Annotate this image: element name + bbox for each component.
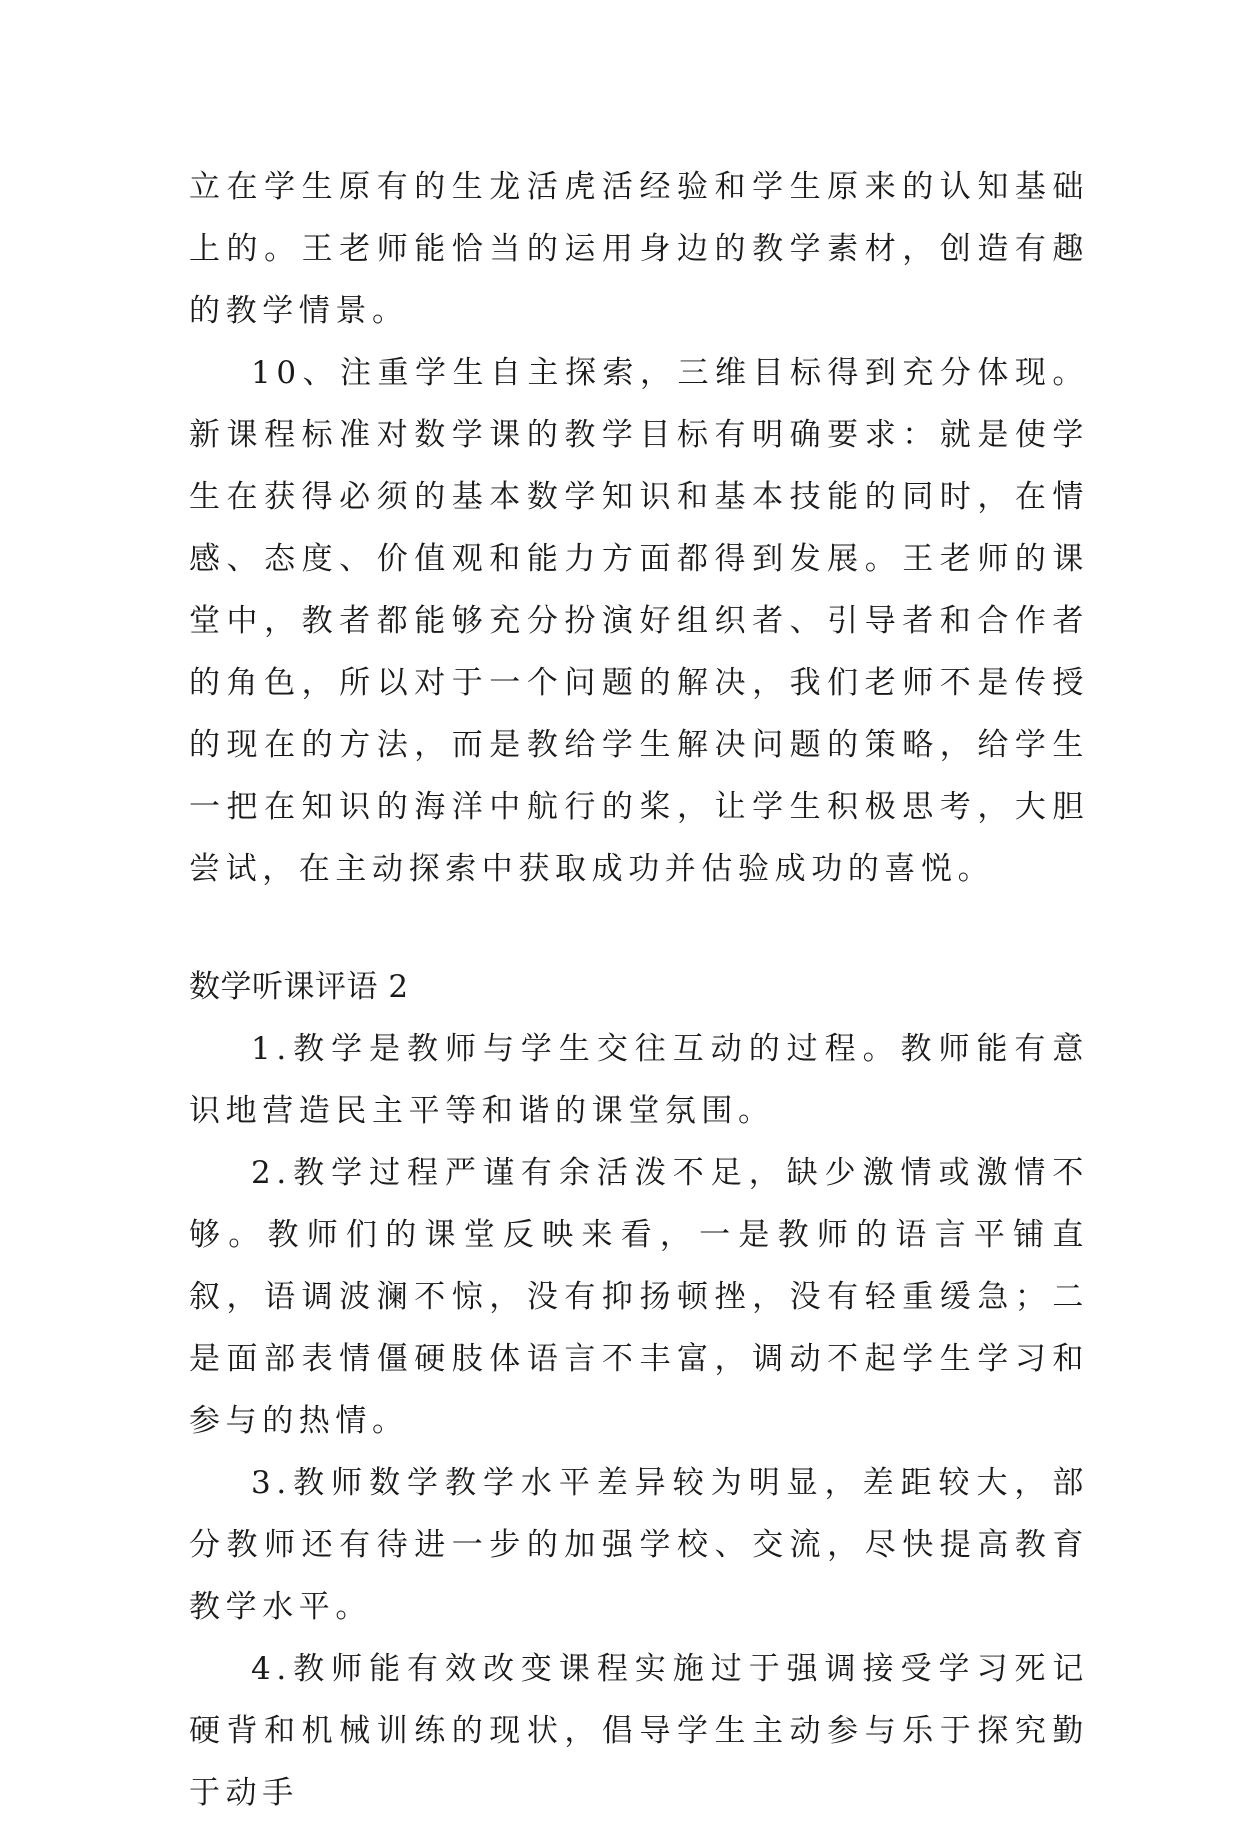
paragraph-item-4: 4.教师能有效改变课程实施过于强调接受学习死记硬背和机械训练的现状，倡导学生主动参与乐于探究勤于动手	[189, 1651, 1089, 1811]
paragraph-item-3: 3.教师数学教学水平差异较为明显，差距较大，部分教师还有待进一步的加强学校、交流，尽快提高教育教学水平。	[189, 1465, 1089, 1625]
paragraph-item-10: 10、注重学生自主探索，三维目标得到充分体现。新课程标准对数学课的教学目标有明确要求：就是使学生在获得必须的基本数学知识和基本技能的同时，在情感、态度、价值观和能力方面都得到发展。王老师的课堂中，教者都能够充分扮演好组织者、引导者和合作者的角色，所以对于一个问题的解决，我们老师不是传授的现在的方法，而是教给学生解决问题的策略，给学生一把在知识的海洋中航行的桨，让学生积极思考，大胆尝试，在主动探索中获取成功并估验成功的喜悦。	[189, 355, 1089, 887]
document-body	[189, 156, 1089, 1824]
section-heading: 数学听课评语 2	[189, 969, 409, 1005]
paragraph-item-2: 2.教学过程严谨有余活泼不足，缺少激情或激情不够。教师们的课堂反映来看，一是教师的语言平铺直叙，语调波澜不惊，没有抑扬顿挫，没有轻重缓急；二是面部表情僵硬肢体语言不丰富，调动不起学生学习和参与的热情。	[189, 1155, 1089, 1439]
paragraph-continuation: 立在学生原有的生龙活虎活经验和学生原来的认知基础上的。王老师能恰当的运用身边的教学素材，创造有趣的教学情景。	[189, 169, 1089, 329]
paragraph-item-1: 1.教学是教师与学生交往互动的过程。教师能有意识地营造民主平等和谐的课堂氛围。	[189, 1031, 1089, 1129]
